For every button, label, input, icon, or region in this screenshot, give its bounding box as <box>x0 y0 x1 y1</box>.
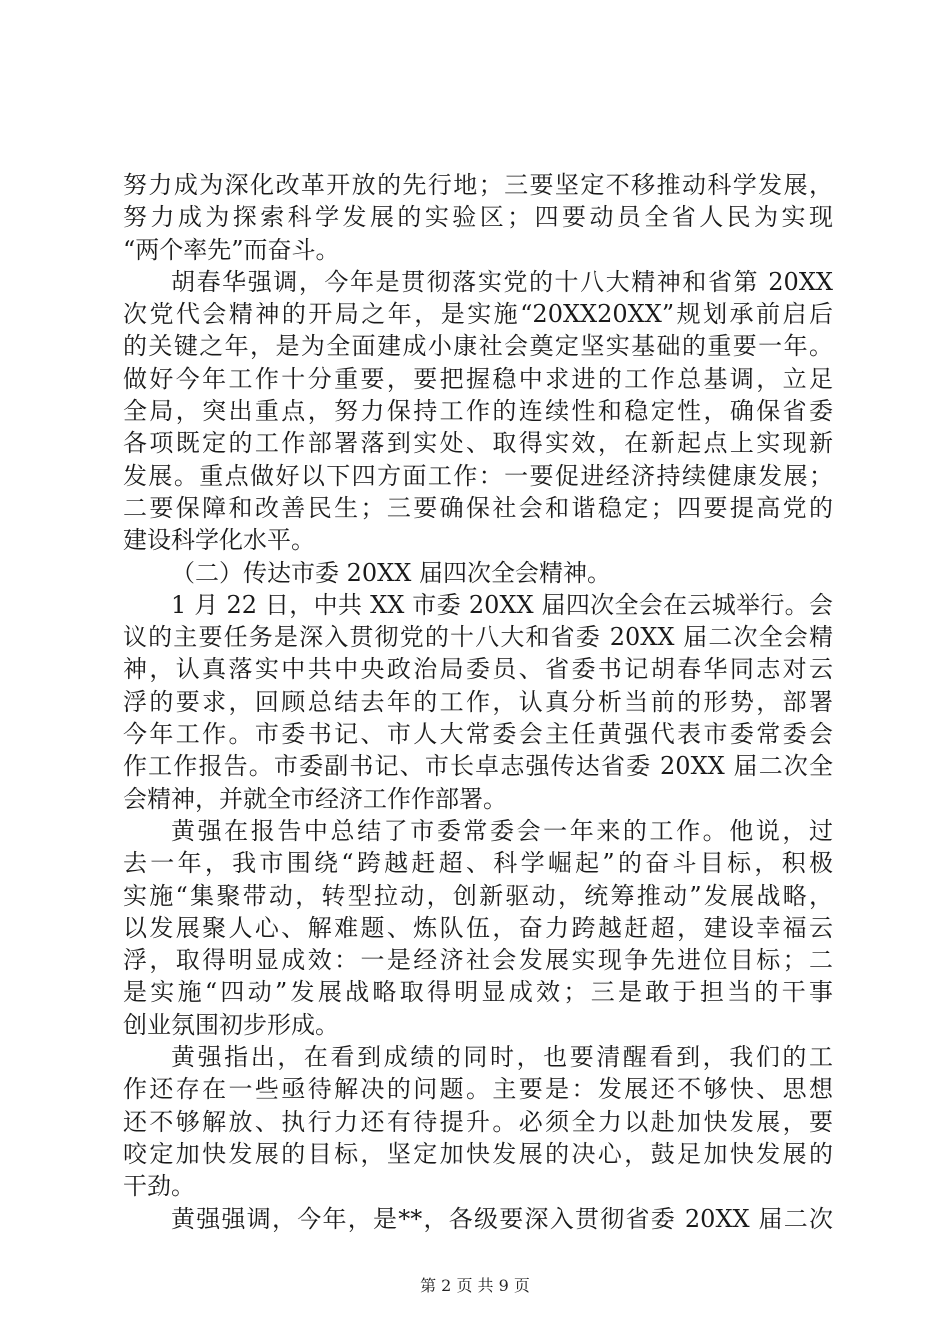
page-footer: 第 2 页 共 9 页 <box>420 1276 530 1295</box>
text-line: 发展。重点做好以下四方面工作：一要促进经济持续健康发展； <box>123 461 833 490</box>
text-line: 胡春华强调，今年是贯彻落实党的十八大精神和省第 20XX <box>171 267 833 296</box>
text-line: 浮的要求，回顾总结去年的工作，认真分析当前的形势，部署 <box>123 687 833 716</box>
text-line: （二）传达市委 20XX 届四次全会精神。 <box>171 558 611 587</box>
text-line: 干劲。 <box>123 1172 195 1201</box>
text-line: 黄强指出，在看到成绩的同时，也要清醒看到，我们的工 <box>171 1043 833 1072</box>
text-line: 会精神，并就全市经济工作作部署。 <box>123 784 507 813</box>
text-line: 全局，突出重点，努力保持工作的连续性和稳定性，确保省委 <box>123 397 833 426</box>
text-line: 咬定加快发展的目标，坚定加快发展的决心，鼓足加快发展的 <box>123 1139 833 1168</box>
text-line: 还不够解放、执行力还有待提升。必须全力以赴加快发展，要 <box>123 1107 833 1136</box>
text-line: 作工作报告。市委副书记、市长卓志强传达省委 20XX 届二次全 <box>123 752 833 781</box>
text-line: 实施“集聚带动，转型拉动，创新驱动，统筹推动”发展战略， <box>123 881 833 910</box>
text-line: 作还存在一些亟待解决的问题。主要是：发展还不够快、思想 <box>123 1075 833 1104</box>
text-line: 二要保障和改善民生；三要确保社会和谐稳定；四要提高党的 <box>123 493 833 522</box>
text-line: 黄强强调，今年，是**，各级要深入贯彻省委 20XX 届二次 <box>171 1204 833 1233</box>
text-line: 去一年，我市围绕“跨越赶超、科学崛起”的奋斗目标，积极 <box>123 849 833 878</box>
text-line: 努力成为深化改革开放的先行地；三要坚定不移推动科学发展， <box>123 171 833 199</box>
text-line: 努力成为探索科学发展的实验区；四要动员全省人民为实现 <box>123 203 833 232</box>
text-line: 是实施“四动”发展战略取得明显成效；三是敢于担当的干事 <box>123 978 833 1007</box>
document-body <box>123 169 833 1235</box>
text-line: 以发展聚人心、解难题、炼队伍，奋力跨越赶超，建设幸福云 <box>123 913 833 942</box>
text-line: 建设科学化水平。 <box>123 526 315 555</box>
text-line: 创业氛围初步形成。 <box>123 1010 339 1039</box>
text-line: 议的主要任务是深入贯彻党的十八大和省委 20XX 届二次全会精 <box>123 623 833 652</box>
text-line: 的关键之年，是为全面建成小康社会奠定坚实基础的重要一年。 <box>123 332 833 361</box>
text-line: 各项既定的工作部署落到实处、取得实效，在新起点上实现新 <box>123 429 833 458</box>
text-line: 1 月 22 日，中共 XX 市委 20XX 届四次全会在云城举行。会 <box>171 590 833 619</box>
text-line: “两个率先”而奋斗。 <box>123 235 340 264</box>
text-line: 今年工作。市委书记、市人大常委会主任黄强代表市委常委会 <box>123 720 833 749</box>
text-line: 做好今年工作十分重要，要把握稳中求进的工作总基调，立足 <box>123 364 833 393</box>
text-line: 浮，取得明显成效：一是经济社会发展实现争先进位目标；二 <box>123 946 833 975</box>
text-line: 神，认真落实中共中央政治局委员、省委书记胡春华同志对云 <box>123 655 833 684</box>
text-line: 黄强在报告中总结了市委常委会一年来的工作。他说，过 <box>171 816 833 845</box>
text-line: 次党代会精神的开局之年，是实施“20XX20XX”规划承前启后 <box>123 300 833 329</box>
